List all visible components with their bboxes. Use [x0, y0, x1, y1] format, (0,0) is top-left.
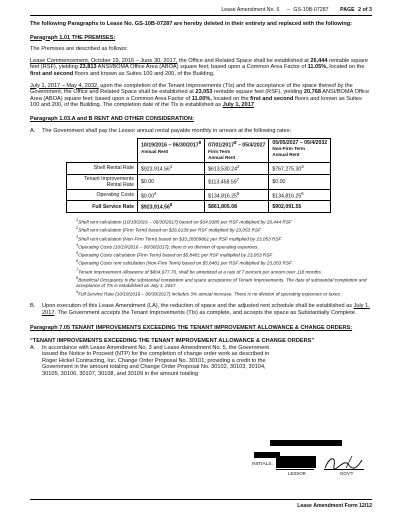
footnote: $^7$Tenant Improvement Allowance of $804,677.70, shall be amortized at a rate of 7 percent per annum over 118 months. — [76, 266, 323, 275]
rent-footnotes — [76, 217, 372, 297]
header-page-label: PAGE — [340, 7, 355, 13]
change-order-subheading: “TENANT IMPROVEMENTS EXCEEDING THE TENANT IMPROVEMENT ALLOWANCE & CHANGE ORDERS” — [30, 337, 315, 344]
table-row — [67, 201, 331, 213]
row-label: Operating Costs — [67, 189, 138, 201]
footnote: $^8$Beneficial Occupancy is the substantial completion and space acceptance of Tenant Improvements. The date of substantial completion and acceptance of TIs is established as July 1, 2017. — [76, 274, 367, 289]
initials-label: INITIALS: — [252, 462, 273, 467]
section-heading-7-05: Paragraph 7.05 TENANT IMPROVEMENTS EXCEEDING THE TENANT IMPROVEMENT ALLOWANCE & CHANGE ORDERS: — [30, 325, 353, 332]
intro-text: The following Paragraphs to Lease No. GS-10B-07287 are hereby deleted in their entirety and replaced with the following: — [30, 21, 353, 27]
footnote: $^3$Shell rent calculation (Non-Firm Term) based on $33.28309861 per RSF multiplied by 23,053 RSF — [76, 233, 282, 242]
table-cell: $134,816.25$^6$ — [269, 189, 331, 201]
footnote: $^2$Shell rent calculation (Firm Term) based on $26.6139 per RSF multiplied by 23,053 RSF — [76, 225, 261, 233]
table-row — [67, 189, 331, 201]
page-header: Lease Amendment No. 6 – GS-10B-07287 PAGE 2 of 3 — [221, 7, 372, 13]
rent-table-header — [67, 139, 331, 163]
row-label: Full Service Rate — [67, 201, 138, 213]
premises-2-dates: July 1, 2017 – May 4, 2032, — [30, 82, 99, 89]
signature-area — [252, 432, 370, 492]
rent-col-1: 10/19/2016 – 06/30/2017$^8$ Annual Rent — [138, 139, 205, 163]
redaction-bar — [276, 456, 316, 468]
header-amendment: Lease Amendment No. 6 — [221, 7, 280, 13]
lessor-label: LESSOR — [288, 471, 306, 476]
header-lease-number: GS-10B-07287 — [293, 7, 329, 13]
table-cell: $0.00$^4$ — [138, 189, 205, 201]
rent-table — [66, 138, 331, 213]
premises-paragraph-1: Lease Commencement, October 19, 2016 – June 30, 2017, the Office and Related Space shall be established at 26,444 rentable square feet (RSF), yielding 23,813 ANSI/BOMA Office Area (ABOA) square feet; based upon a Common Area Factor of 11.05%, located on the first and second floors and known as Suites 100 and 200, of the Building. — [30, 57, 368, 77]
header-page-number: 2 of 3 — [358, 7, 372, 13]
rent-col-2: 07/01/2017$^8$ – 05/4/2027 Firm Term Annual Rent — [205, 139, 269, 163]
redaction-bar — [270, 440, 342, 446]
table-cell: $767,275.30$^3$ — [269, 162, 331, 174]
table-cell: $134,816.25$^5$ — [205, 189, 269, 201]
header-rule — [30, 15, 372, 16]
change-order-item-a: A. In accordance with Lease Amendment No. 3 and Lease Amendment No. 5, the Government issued the Notice to Proceed (NTP) for the completion of change order work as described in Roger Hickel Contracting, Inc. Change Order Proposal No. 30101; providing a credit to the Government in the amount totaling and Change Order Proposal No. 30102, 30103, 30104, 30105, 30106, 30107, 30108, and 30109 in the amount totaling — [30, 344, 270, 377]
document-body — [30, 21, 372, 378]
footnote: $^4$Operating Costs (10/19/2016 – 06/30/2017); there is no division of operating expenses. — [76, 241, 259, 250]
footnote: $^5$Operating Costs calculation (Firm Term) based on $5.8481 per RSF multiplied by 23,053 RSF — [76, 250, 273, 258]
govt-label: GOV'T — [340, 471, 354, 476]
table-cell: $902,091.55 — [269, 201, 331, 213]
section-heading-1-01: Paragraph 1.01 THE PREMISES: — [30, 34, 116, 41]
table-cell: $0.00 — [138, 174, 205, 189]
table-cell: $613,530.24$^2$ — [205, 162, 269, 174]
table-cell: $0.00 — [269, 174, 331, 189]
premises-paragraph-2: July 1, 2017 – May 4, 2032, upon the completion of the Tenant Improvements (TIs) and the acceptance of the space thereof by the Government, the Office and Related Space shall be established at 23,053 rentable square feet (RSF), yielding 20,768 ANSI/BOMA Office Area (ABOA) square feet; based upon a Common Area Factor of 11.00%, located on the first and second floors and known as Suites 100 and 200, of the Building. The completion date of the TIs is established as July 1, 2017 — [30, 82, 370, 109]
govt-initials-line — [324, 469, 364, 470]
row-label: Tenant Improvements Rental Rate — [67, 174, 138, 189]
rent-item-b: B. Upon execution of this Lease Amendment (LA), the reduction of space and the adjusted rent schedule shall be established as July 1, 2017. The Government accepts the Tenant Improvements (TIs) as complete, and accepts the space as Substantially Complete. — [30, 303, 370, 316]
table-row — [67, 174, 331, 189]
footnote: $^9$Full Service Rate (10/19/2016 – 06/30/2017) includes 3% annual increase. There is no division of operating expenses or taxes. — [76, 288, 342, 297]
table-cell: $861,805.08 — [205, 201, 269, 213]
section-heading-1-03: Paragraph 1.03.A and B RENT AND OTHER CONSIDERATION: — [30, 115, 194, 122]
premises-1-dates: Lease Commencement, October 19, 2016 – June 30, 2017, — [30, 57, 178, 64]
footer-form-label: Lease Amendment Form 12/12 — [297, 503, 372, 509]
table-row — [67, 162, 331, 174]
premises-description: The Premises are described as follows: — [30, 46, 128, 53]
rent-col-3: 05/05/2027 – 05/4/2032 Non-Firm Term Annual Rent — [269, 139, 331, 163]
rent-item-a: A. The Government shall pay the Lessor annual rental payable monthly in arrears at the following rates: — [30, 127, 292, 134]
footer-rule — [30, 499, 372, 500]
row-label: Shell Rental Rate — [67, 162, 138, 174]
table-cell: $923,914.56$^1$ — [138, 162, 205, 174]
table-cell: $923,914.56$^8$ — [138, 201, 205, 213]
footnote: $^1$Shell rent calculation (10/19/2016 – 06/30/2017) based on $34.9385 per RSF multiplied by 26,444 RSF — [76, 217, 292, 225]
footnote: $^6$Operating Costs rent calculation (Non-Firm Term) based on $5.8481 per RSF multiplied by 23,053 RSF — [76, 258, 292, 266]
table-cell: $113,458.59$^7$ — [205, 174, 269, 189]
lessor-initials-line — [276, 469, 314, 470]
